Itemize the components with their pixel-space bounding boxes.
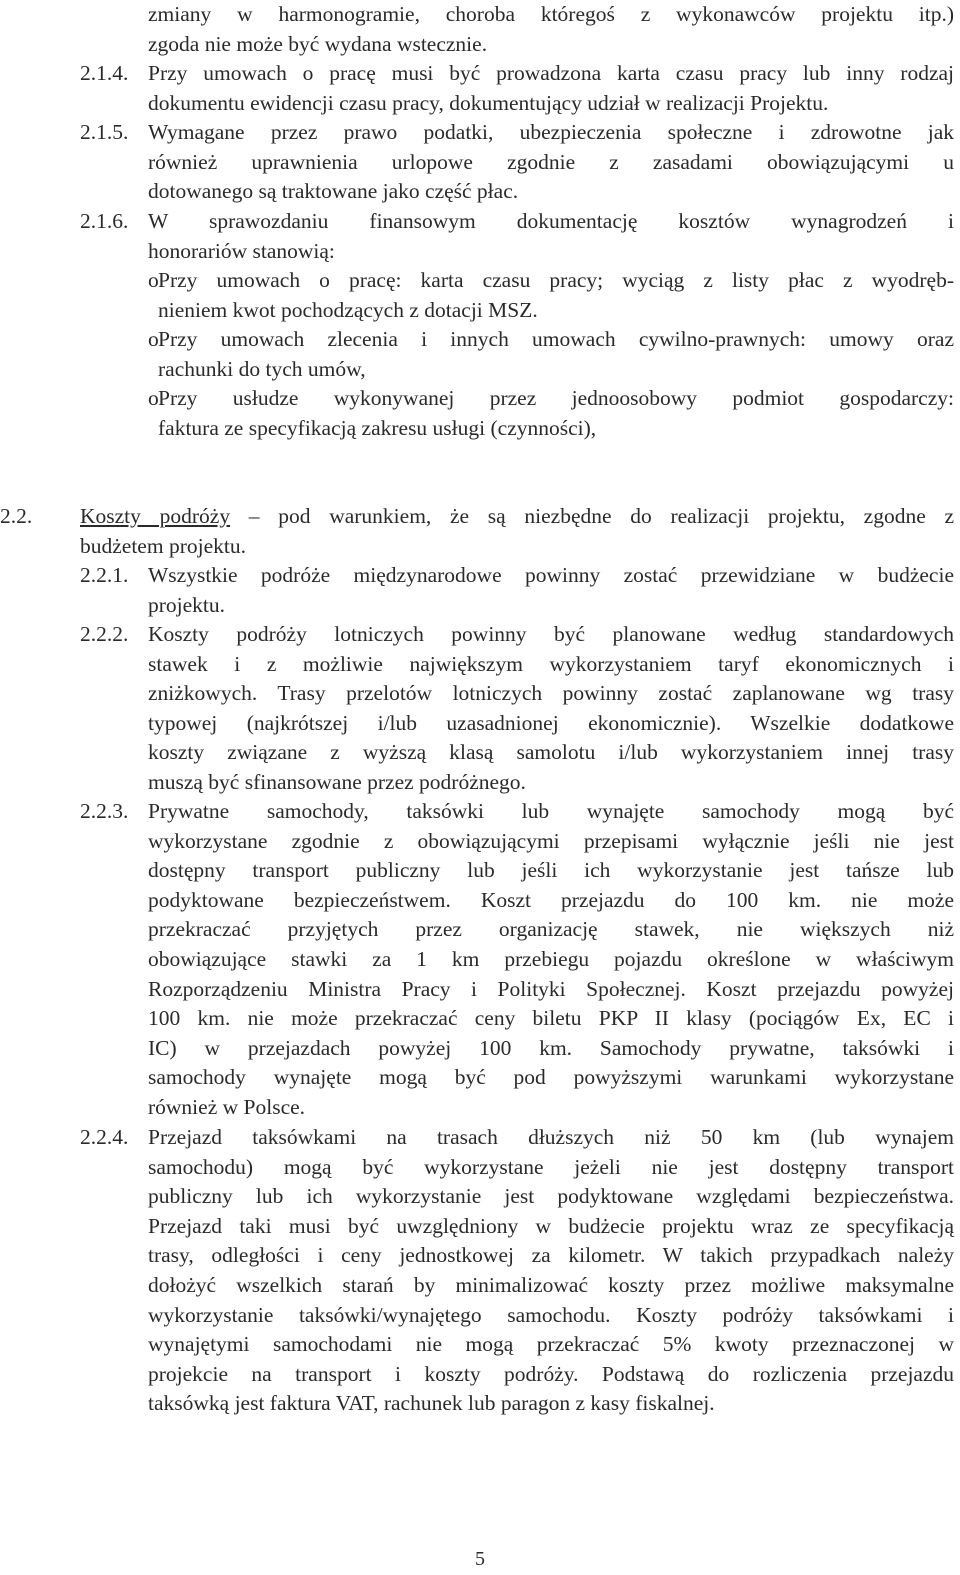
text-line: obowiązujące stawki za 1 km przebiegu pojazdu określone w właściwym (148, 946, 954, 971)
text-line: publiczny lub ich wykorzystanie jest podyktowane względami bezpieczeństwa. (148, 1184, 954, 1209)
section-2-2 (80, 502, 954, 561)
text-line: wykorzystane zgodnie z obowiązującymi przepisami wyłącznie jeśli nie jest (148, 828, 954, 853)
bullet-marker: o (148, 327, 159, 351)
text-line: Wymagane przez prawo podatki, ubezpieczenia społeczne i zdrowotne jak (148, 120, 954, 144)
text-line: muszą być sfinansowane przez podróżnego. (148, 769, 526, 794)
bullet-item (158, 325, 954, 384)
text-line: Przy umowach o pracę: karta czasu pracy; wyciąg z listy płac z wyodręb- (158, 268, 954, 292)
paragraph-2-2-1 (148, 561, 954, 620)
section-title: Koszty podróży (80, 504, 231, 528)
text-line: taksówką jest faktura VAT, rachunek lub paragon z kasy fiskalnej. (148, 1391, 715, 1416)
section-number: 2.2.1. (80, 563, 129, 587)
text-line: wykorzystanie taksówki/wynajętego samochodu. Koszty podróży taksówkami i (148, 1302, 954, 1327)
section-number: 2.2.3. (80, 799, 129, 823)
text-line: typowej (najkrótszej i/lub uzasadnionej ekonomicznie). Wszelkie dodatkowe (148, 710, 954, 735)
text-line: stawek i z możliwie największym wykorzystaniem taryf ekonomicznych i (148, 651, 954, 676)
text-line: dołożyć wszelkich starań by minimalizować koszty przez możliwe maksymalne (148, 1272, 954, 1297)
text-line: Prywatne samochody, taksówki lub wynajęte samochody mogą być (148, 799, 954, 823)
bullet-item (158, 384, 954, 443)
text-line: dokumentu ewidencji czasu pracy, dokumentujący udział w realizacji Projektu. (148, 90, 829, 115)
section-number: 2.1.6. (80, 209, 129, 233)
text-line: nieniem kwot pochodzących z dotacji MSZ. (158, 297, 538, 322)
bullet-item (158, 266, 954, 325)
text-line: 100 km. nie może przekraczać ceny biletu PKP II klasy (pociągów Ex, EC i (148, 1006, 954, 1031)
text-line: dostępny transport publiczny lub jeśli ich wykorzystanie jest tańsze lub (148, 858, 954, 883)
text-line: Przy umowach o pracę musi być prowadzona karta czasu pracy lub inny rodzaj (148, 61, 954, 85)
text-line: samochodu) mogą być wykorzystane jeżeli nie jest dostępny transport (148, 1154, 954, 1179)
page-number: 5 (475, 1548, 485, 1570)
paragraph-2-1-6 (148, 207, 954, 266)
text-line: budżetem projektu. (80, 533, 246, 558)
text-line: Przy usłudze wykonywanej przez jednoosobowy podmiot gospodarczy: (158, 386, 954, 410)
text-line: W sprawozdaniu finansowym dokumentację kosztów wynagrodzeń i (148, 209, 954, 233)
text-line: Wszystkie podróże międzynarodowe powinny zostać przewidziane w budżecie (148, 563, 954, 587)
text-fragment: – pod warunkiem, że są niezbędne do realizacji projektu, zgodne z (230, 504, 954, 528)
section-number: 2.1.4. (80, 61, 129, 85)
text-line: IC) w przejazdach powyżej 100 km. Samochody prywatne, taksówki i (148, 1035, 954, 1060)
text-line: Przejazd taksówkami na trasach dłuższych niż 50 km (lub wynajem (148, 1125, 954, 1149)
text-line: Przy umowach zlecenia i innych umowach cywilno-prawnych: umowy oraz (158, 327, 954, 351)
bullet-marker: o (148, 386, 159, 410)
paragraph-2-1-5 (148, 118, 954, 207)
text-line: Przejazd taki musi być uwzględniony w budżecie projektu wraz ze specyfikacją (148, 1213, 954, 1238)
text-line: przekraczać przyjętych przez organizację stawek, nie większych niż (148, 917, 954, 942)
section-number: 2.2.4. (80, 1125, 129, 1149)
section-number: 2.2.2. (80, 622, 129, 646)
text-line: Rozporządzeniu Ministra Pracy i Polityki Społecznej. Koszt przejazdu powyżej (148, 976, 954, 1001)
paragraph-2-2-3 (148, 797, 954, 1123)
text-line: również uprawnienia urlopowe zgodnie z zasadami obowiązującymi u (148, 149, 954, 174)
text-line: rachunki do tych umów, (158, 356, 366, 381)
section-number: 2.2. (0, 504, 33, 528)
section-number: 2.1.5. (80, 120, 129, 144)
text-line: projekcie na transport i koszty podróży. Podstawą do rozliczenia przejazdu (148, 1361, 954, 1386)
text-line: faktura ze specyfikacją zakresu usługi (czynności), (158, 415, 597, 440)
text-line: podyktowane bezpieczeństwem. Koszt przejazdu do 100 km. nie może (148, 887, 954, 912)
text-line: projektu. (148, 592, 226, 617)
text-line: trasy, odległości i ceny jednostkowej za kilometr. W takich przypadkach należy (148, 1243, 954, 1268)
text-line: wynajętymi samochodami nie mogą przekraczać 5% kwoty przeznaczonej w (148, 1332, 954, 1357)
paragraph-2-2-4 (148, 1123, 954, 1419)
paragraph-2-2-2 (148, 620, 954, 798)
text-line: zniżkowych. Trasy przelotów lotniczych powinny zostać zaplanowane wg trasy (148, 681, 954, 706)
bullet-marker: o (148, 268, 159, 292)
text-line: dotowanego są traktowane jako część płac. (148, 179, 519, 204)
text-line: koszty związane z wyższą klasą samolotu i/lub wykorzystaniem innej trasy (148, 740, 954, 765)
text-line: Koszty podróży lotniczych powinny być planowane według standardowych (148, 622, 954, 646)
intro-paragraph (148, 0, 954, 59)
text-line: zmiany w harmonogramie, choroba któregoś z wykonawców projektu itp.) (148, 2, 954, 26)
text-line: samochody wynajęte mogą być pod powyższymi warunkami wykorzystane (148, 1065, 954, 1090)
text-line: honorariów stanowią: (148, 238, 335, 263)
text-line: zgoda nie może być wydana wstecznie. (148, 31, 488, 56)
text-line: również w Polsce. (148, 1094, 306, 1119)
paragraph-2-1-4 (148, 59, 954, 118)
